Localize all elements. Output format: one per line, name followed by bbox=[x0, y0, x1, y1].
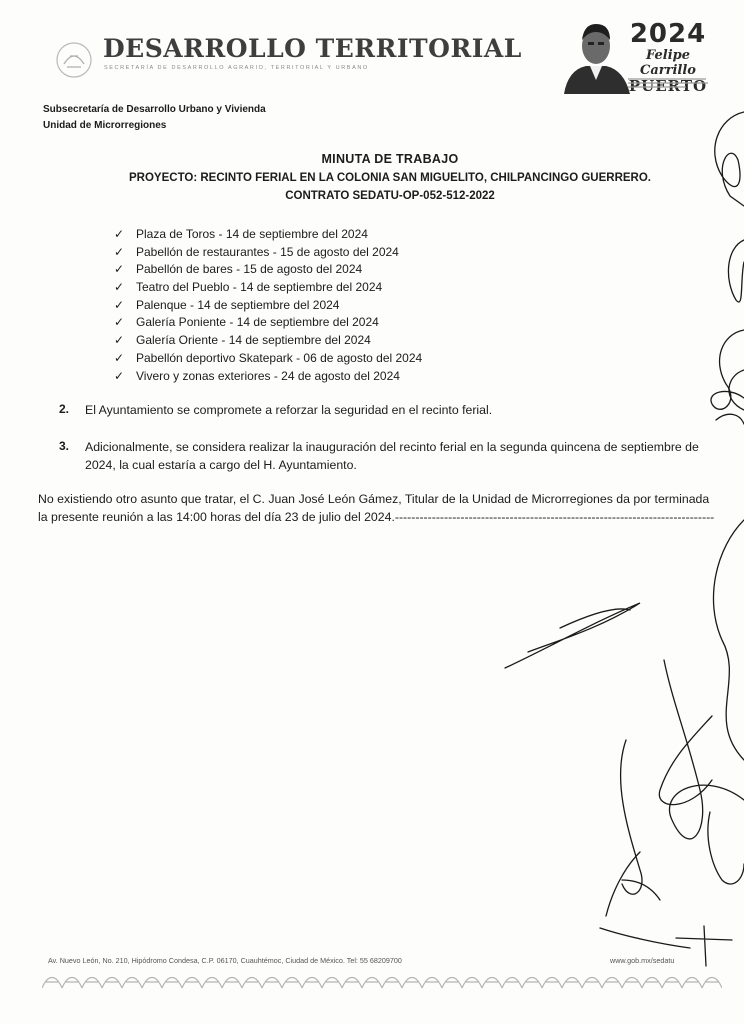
band-motif bbox=[182, 978, 202, 989]
brand-subtitle: SECRETARÍA DE DESARROLLO AGRARIO, TERRITORIAL Y URBANO bbox=[104, 65, 369, 71]
check-icon: ✓ bbox=[114, 244, 125, 259]
checklist-item-text: Pabellón de restaurantes - 15 de agosto del 2024 bbox=[136, 244, 399, 259]
brand-title: DESARROLLO TERRITORIAL bbox=[103, 34, 522, 63]
item-number-2: 2. bbox=[59, 402, 70, 416]
band-motif bbox=[462, 978, 482, 989]
band-motif bbox=[662, 978, 682, 989]
band-motif bbox=[122, 978, 142, 989]
checklist-item bbox=[114, 350, 422, 368]
item-3-text-line2: 2024, la cual estaría a cargo del H. Ayuntamiento. bbox=[85, 458, 357, 472]
check-icon: ✓ bbox=[114, 333, 125, 348]
checklist-item bbox=[114, 226, 422, 244]
band-motif bbox=[682, 978, 702, 989]
band-motif bbox=[602, 978, 622, 989]
logo-fine-print bbox=[626, 76, 710, 90]
closing-text-line2: la presente reunión a las 14:00 horas del día 23 de julio del 2024.------------------------------------------------------------------------------ bbox=[38, 510, 715, 524]
checklist-item bbox=[114, 279, 422, 297]
check-icon: ✓ bbox=[114, 315, 125, 330]
band-motif bbox=[142, 978, 162, 989]
year-name-line1: Felipe Carrillo bbox=[640, 48, 696, 78]
checklist-item bbox=[114, 332, 422, 350]
year-name-line2: PUERTO bbox=[628, 77, 708, 95]
band-motif bbox=[542, 978, 562, 989]
project-title: PROYECTO: RECINTO FERIAL EN LA COLONIA SAN MIGUELITO, CHILPANCINGO GUERRERO. bbox=[129, 172, 651, 184]
closing-text-line1: No existiendo otro asunto que tratar, el C. Juan José León Gámez, Titular de la Unidad de Microrregiones da por terminada bbox=[38, 492, 710, 506]
band-motif bbox=[422, 978, 442, 989]
band-motif bbox=[102, 978, 122, 989]
checklist-item-text: Galería Poniente - 14 de septiembre del 2024 bbox=[136, 315, 379, 330]
year-label: 2024 bbox=[629, 19, 707, 49]
band-motif bbox=[282, 978, 302, 989]
contract-title: CONTRATO SEDATU-OP-052-512-2022 bbox=[285, 190, 495, 202]
item-number-3: 3. bbox=[59, 439, 70, 453]
document-title: MINUTA DE TRABAJO bbox=[321, 152, 459, 166]
checklist-item bbox=[114, 244, 422, 262]
checklist-item bbox=[114, 261, 422, 279]
band-motif bbox=[62, 978, 82, 989]
band-motif bbox=[202, 978, 222, 989]
checklist-item bbox=[114, 368, 422, 386]
band-motif bbox=[702, 978, 722, 989]
coat-of-arms-seal bbox=[52, 40, 96, 80]
checklist-item bbox=[114, 314, 422, 332]
checklist-item bbox=[114, 297, 422, 315]
band-motif bbox=[342, 978, 362, 989]
check-icon: ✓ bbox=[114, 227, 125, 241]
band-motif bbox=[82, 978, 102, 989]
band-motif bbox=[642, 978, 662, 989]
band-motif bbox=[502, 978, 522, 989]
band-motif bbox=[482, 978, 502, 989]
band-motif bbox=[262, 978, 282, 989]
item-2-text: El Ayuntamiento se compromete a reforzar la seguridad en el recinto ferial. bbox=[85, 403, 493, 417]
band-motif bbox=[322, 978, 342, 989]
band-motif bbox=[402, 978, 422, 989]
band-motif bbox=[222, 978, 242, 989]
decorative-footer-band bbox=[42, 970, 722, 992]
band-motif bbox=[362, 978, 382, 989]
checklist-item-text: Teatro del Pueblo - 14 de septiembre del 2024 bbox=[136, 280, 383, 295]
subsecretaria-label: Subsecretaría de Desarrollo Urbano y Vivienda bbox=[43, 104, 266, 115]
check-icon: ✓ bbox=[114, 350, 125, 365]
checklist-item-text: Galería Oriente - 14 de septiembre del 2024 bbox=[136, 333, 371, 348]
check-icon: ✓ bbox=[114, 368, 125, 383]
unit-label: Unidad de Microrregiones bbox=[43, 120, 167, 131]
checklist-item-text: Palenque - 14 de septiembre del 2024 bbox=[136, 297, 340, 312]
band-motif bbox=[582, 978, 602, 989]
check-icon: ✓ bbox=[114, 297, 125, 312]
check-icon: ✓ bbox=[114, 262, 125, 277]
checklist-item-text: Pabellón deportivo Skatepark - 06 de agosto del 2024 bbox=[136, 350, 423, 365]
band-motif bbox=[522, 978, 542, 989]
band-motif bbox=[562, 978, 582, 989]
band-motif bbox=[42, 978, 62, 989]
check-icon: ✓ bbox=[114, 280, 125, 295]
band-motif bbox=[302, 978, 322, 989]
item-3-text-line1: Adicionalmente, se considera realizar la inauguración del recinto ferial en la segunda quincena de septiembre de bbox=[85, 440, 699, 454]
band-motif bbox=[382, 978, 402, 989]
footer-url: www.gob.mx/sedatu bbox=[610, 956, 675, 965]
band-motif bbox=[242, 978, 262, 989]
band-motif bbox=[622, 978, 642, 989]
checklist-item-text: Plaza de Toros - 14 de septiembre del 2024 bbox=[136, 227, 368, 241]
footer-address: Av. Nuevo León, No. 210, Hipódromo Condesa, C.P. 06170, Cuauhtémoc, Ciudad de México. Tel: 55 68209700 bbox=[48, 956, 402, 965]
checklist-item-text: Pabellón de bares - 15 de agosto del 2024 bbox=[136, 262, 363, 277]
checklist-item-text: Vivero y zonas exteriores - 24 de agosto del 2024 bbox=[136, 368, 400, 383]
completion-checklist bbox=[114, 226, 422, 385]
band-motif bbox=[162, 978, 182, 989]
band-motif bbox=[442, 978, 462, 989]
